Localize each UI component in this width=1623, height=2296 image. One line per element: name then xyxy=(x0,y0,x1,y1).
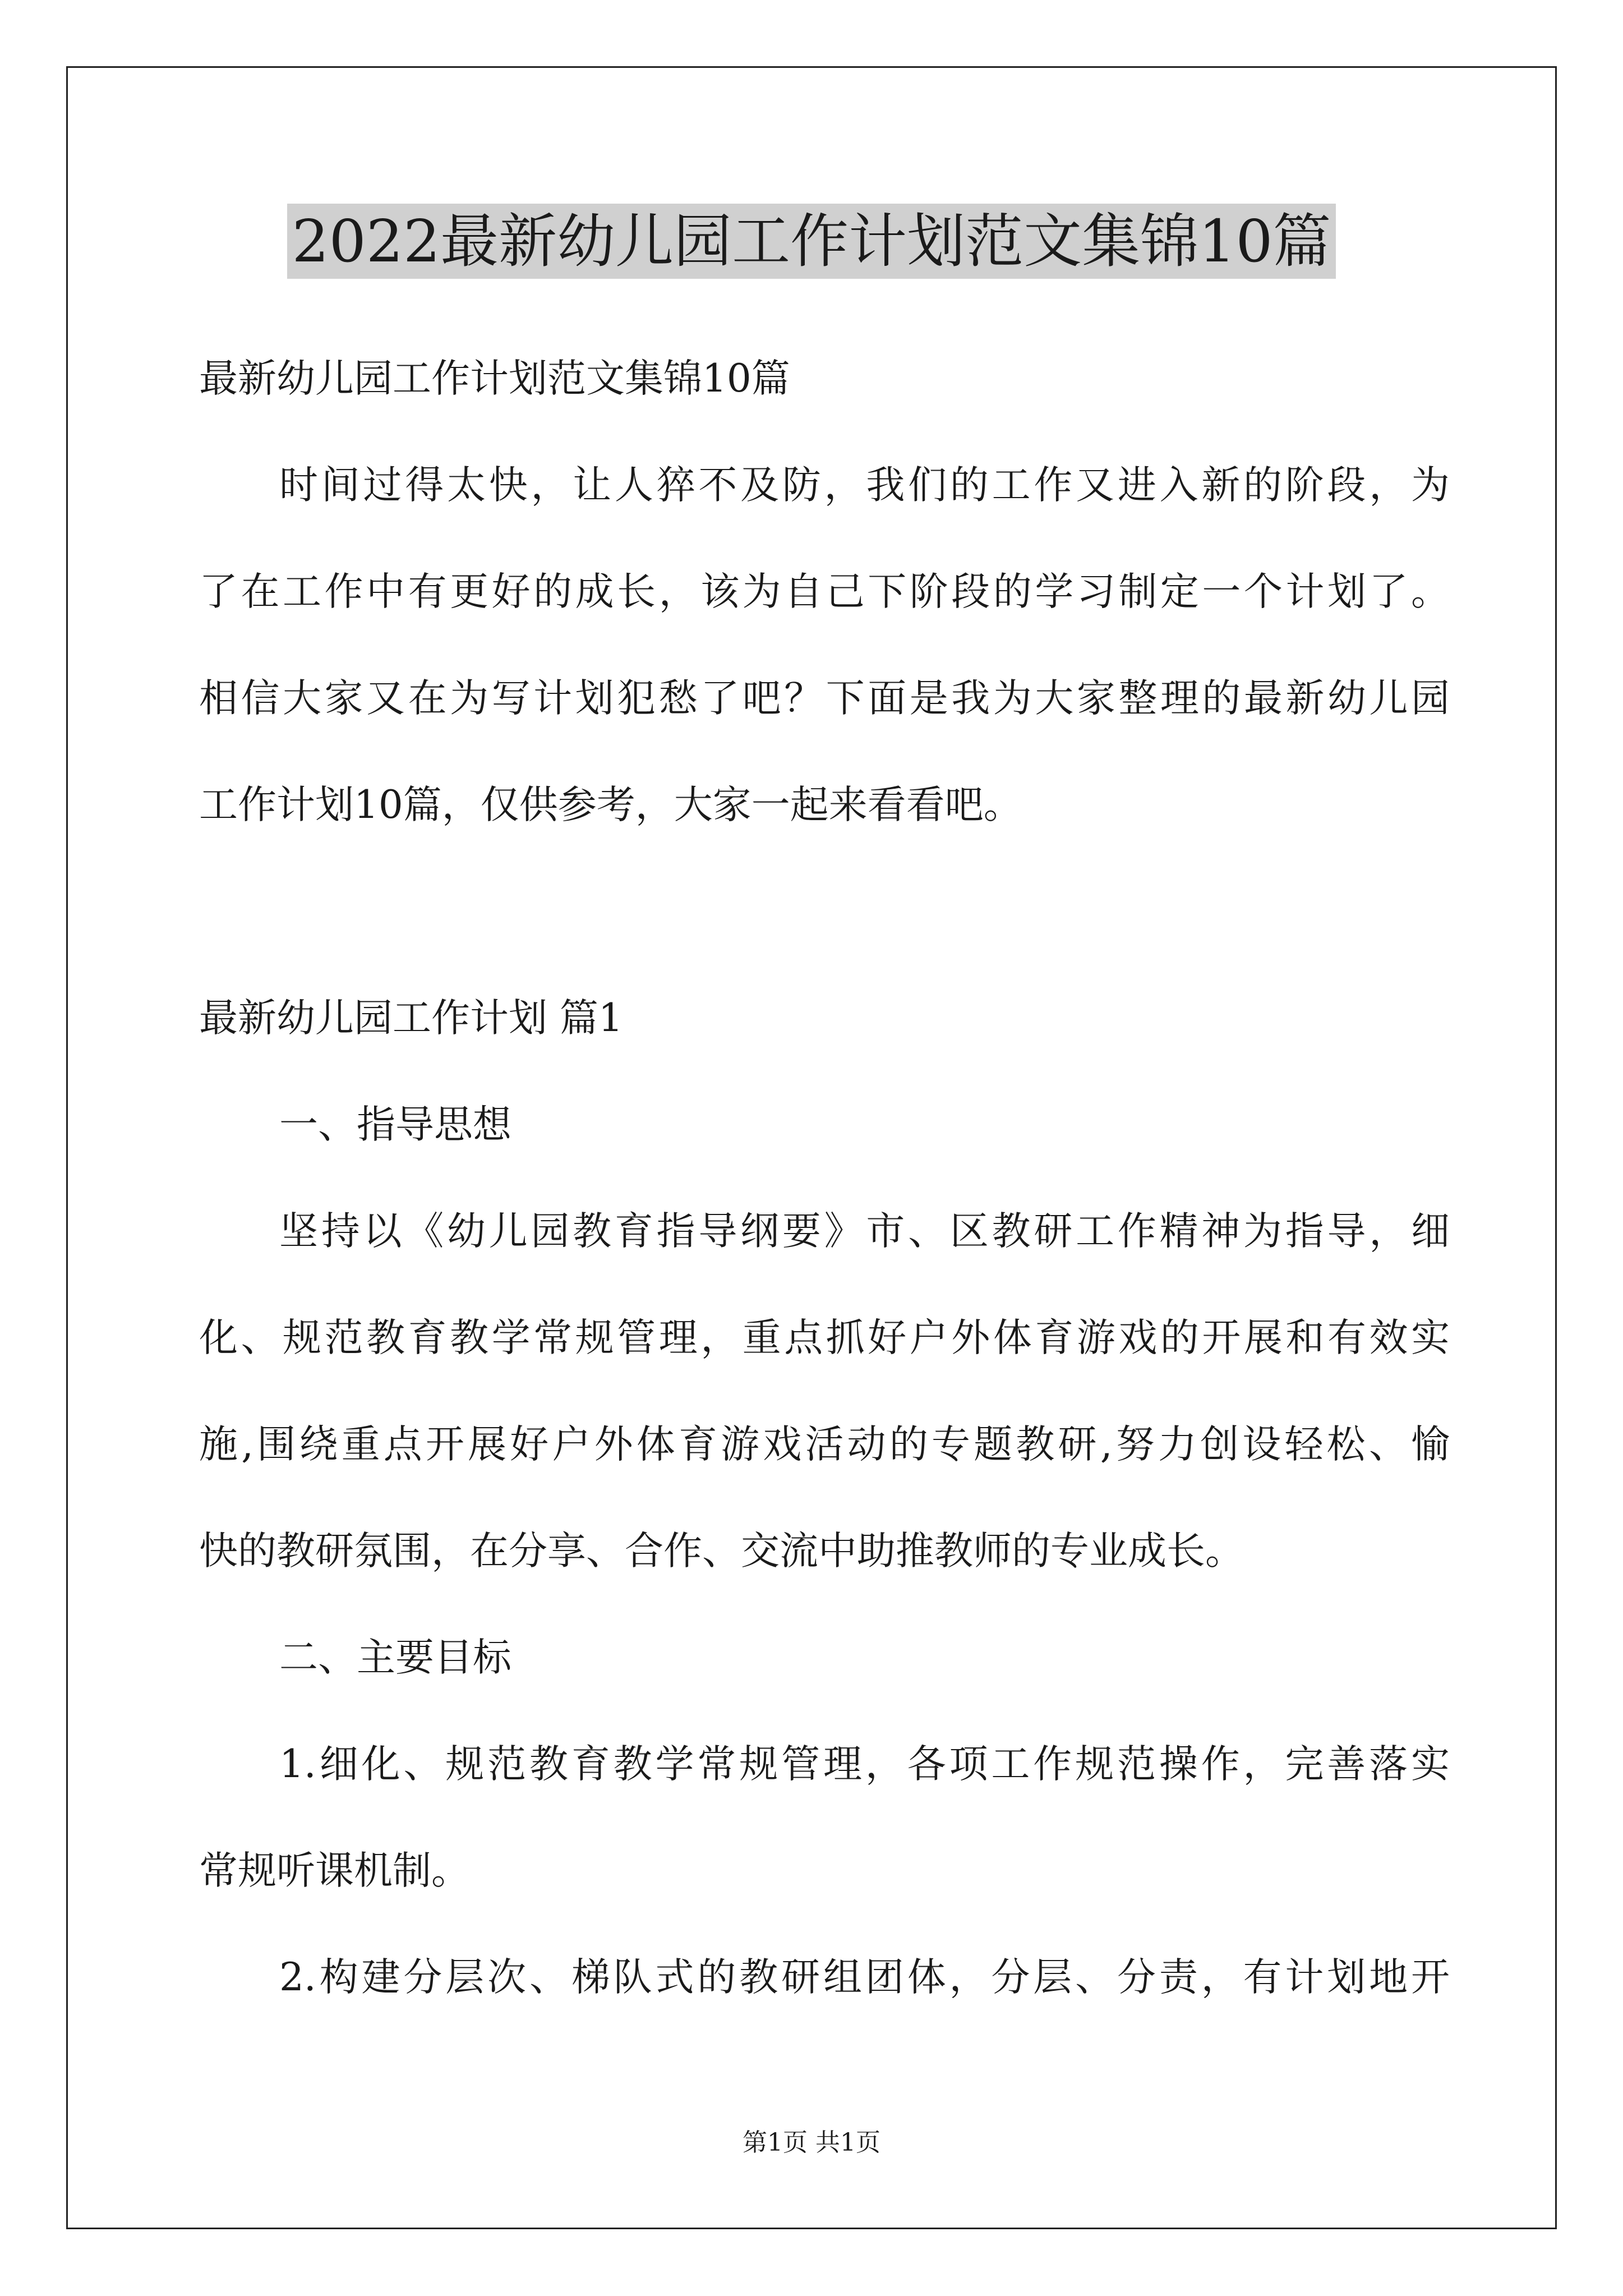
heading-guiding-ideology: 一、指导思想 xyxy=(279,1102,511,1147)
para-1-line-2: 化、规范教育教学常规管理，重点抓好户外体育游戏的开展和有效实 xyxy=(199,1315,1450,1360)
item-2-line-1: 2.构建分层次、梯队式的教研组团体，分层、分责，有计划地开 xyxy=(279,1955,1450,2000)
para-1-line-4: 快的教研氛围，在分享、合作、交流中助推教师的专业成长。 xyxy=(199,1529,1244,1573)
document-title xyxy=(0,199,1623,283)
subtitle: 最新幼儿园工作计划范文集锦10篇 xyxy=(199,356,790,401)
document-title-text: 2022最新幼儿园工作计划范文集锦10篇 xyxy=(287,204,1335,279)
para-1-line-3: 施,围绕重点开展好户外体育游戏活动的专题教研,努力创设轻松、愉 xyxy=(199,1422,1450,1467)
para-1-line-1: 坚持以《幼儿园教育指导纲要》市、区教研工作精神为指导，细 xyxy=(279,1209,1450,1254)
item-1-line-1: 1.细化、规范教育教学常规管理，各项工作规范操作，完善落实 xyxy=(279,1742,1450,1787)
intro-line-2: 了在工作中有更好的成长，该为自己下阶段的学习制定一个计划了。 xyxy=(199,569,1450,614)
intro-line-3: 相信大家又在为写计划犯愁了吧？下面是我为大家整理的最新幼儿园 xyxy=(199,676,1450,721)
heading-main-goals: 二、主要目标 xyxy=(279,1635,511,1680)
page-footer: 第1页 共1页 xyxy=(743,2128,880,2157)
section-heading: 最新幼儿园工作计划 篇1 xyxy=(199,996,623,1041)
intro-line-1: 时间过得太快，让人猝不及防，我们的工作又进入新的阶段，为 xyxy=(279,463,1450,508)
intro-line-4: 工作计划10篇，仅供参考，大家一起来看看吧。 xyxy=(199,783,1022,827)
item-1-line-2: 常规听课机制。 xyxy=(199,1848,470,1893)
